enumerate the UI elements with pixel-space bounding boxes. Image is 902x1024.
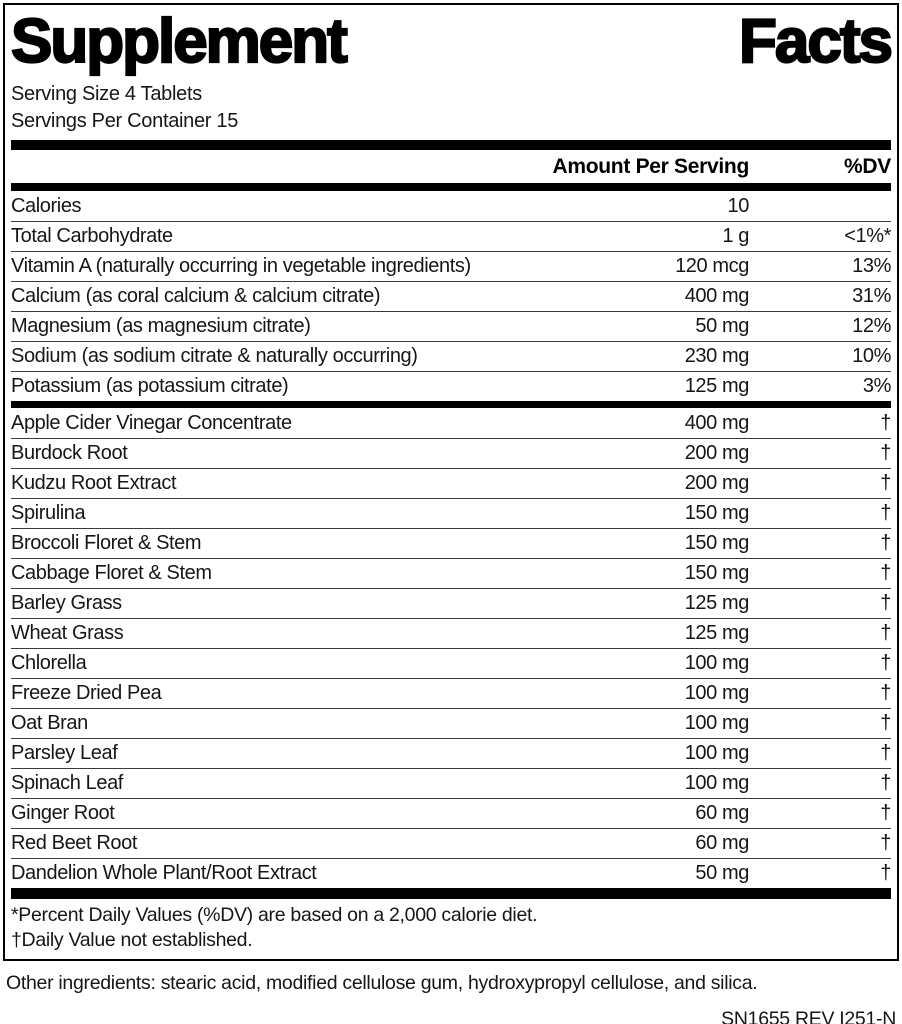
- divider-bottom: [11, 888, 891, 899]
- nutrient-name: Wheat Grass: [11, 622, 124, 644]
- nutrient-amount: 150 mg: [684, 502, 749, 524]
- nutrient-dv: †: [880, 862, 891, 884]
- table-row: [11, 408, 891, 438]
- serving-size: Serving Size 4 Tablets: [11, 83, 202, 105]
- supplement-facts-panel: [3, 3, 899, 961]
- nutrient-amount: 100 mg: [684, 712, 749, 734]
- table-row: [11, 738, 891, 768]
- nutrient-dv: 13%: [852, 255, 891, 277]
- nutrient-amount: 125 mg: [684, 375, 749, 397]
- table-row: [11, 311, 891, 341]
- nutrient-dv: †: [880, 682, 891, 704]
- table-row: [11, 371, 891, 401]
- nutrient-dv: †: [880, 502, 891, 524]
- title-word-facts: Facts: [739, 7, 891, 76]
- thick-divider-top: [11, 140, 891, 150]
- divider-under-header: [11, 183, 891, 191]
- nutrient-name: Oat Bran: [11, 712, 88, 734]
- nutrient-dv: †: [880, 411, 891, 434]
- nutrient-name: Potassium (as potassium citrate): [11, 375, 289, 397]
- nutrient-amount: 150 mg: [684, 532, 749, 554]
- nutrient-amount: 120 mcg: [675, 255, 749, 277]
- nutrient-name: Dandelion Whole Plant/Root Extract: [11, 862, 317, 884]
- table-row: [11, 438, 891, 468]
- nutrient-amount: 150 mg: [684, 562, 749, 584]
- table-row: [11, 618, 891, 648]
- nutrient-amount: 100 mg: [684, 772, 749, 794]
- nutrient-dv: †: [880, 772, 891, 794]
- nutrient-dv: †: [880, 472, 891, 494]
- nutrient-dv: †: [880, 832, 891, 854]
- nutrient-amount: 60 mg: [695, 832, 749, 854]
- nutrient-dv: †: [880, 802, 891, 824]
- nutrient-amount: 100 mg: [684, 652, 749, 674]
- nutrient-amount: 10: [727, 194, 749, 217]
- table-row: [11, 768, 891, 798]
- nutrient-amount: 60 mg: [695, 802, 749, 824]
- nutrient-name: Sodium (as sodium citrate & naturally occurring): [11, 345, 418, 367]
- nutrient-dv: †: [880, 712, 891, 734]
- table-row: [11, 588, 891, 618]
- nutrient-amount: 100 mg: [684, 742, 749, 764]
- table-row: [11, 281, 891, 311]
- dv-header: %DV: [844, 154, 891, 178]
- amount-per-serving-header: Amount Per Serving: [552, 154, 749, 178]
- nutrient-amount: 50 mg: [695, 315, 749, 337]
- nutrient-name: Broccoli Floret & Stem: [11, 532, 202, 554]
- nutrient-dv: 3%: [862, 375, 891, 397]
- nutrient-amount: 125 mg: [684, 592, 749, 614]
- nutrient-name: Red Beet Root: [11, 832, 137, 854]
- nutrient-name: Total Carbohydrate: [11, 225, 173, 247]
- nutrient-dv: †: [880, 442, 891, 464]
- title-word-supplement: Supplement: [11, 7, 346, 76]
- nutrient-name: Cabbage Floret & Stem: [11, 562, 212, 584]
- servings-per-container: Servings Per Container 15: [11, 110, 239, 132]
- nutrient-dv: †: [880, 562, 891, 584]
- divider-mid: [11, 401, 891, 408]
- table-row: [11, 798, 891, 828]
- below-panel: [0, 961, 902, 1024]
- nutrient-name: Vitamin A (naturally occurring in vegetable ingredients): [11, 255, 471, 277]
- panel-title: [11, 5, 891, 77]
- footnotes: [11, 899, 891, 959]
- nutrient-name: Burdock Root: [11, 442, 128, 464]
- table-row: [11, 858, 891, 888]
- table-row: [11, 678, 891, 708]
- table-row: [11, 708, 891, 738]
- nutrient-dv: 31%: [852, 285, 891, 307]
- nutrient-dv: †: [880, 532, 891, 554]
- footnote-line: *Percent Daily Values (%DV) are based on a 2,000 calorie diet.: [11, 904, 538, 926]
- table-row: [11, 828, 891, 858]
- nutrient-amount: 200 mg: [684, 442, 749, 464]
- column-header-row: [11, 150, 891, 183]
- nutrient-dv: 12%: [852, 315, 891, 337]
- product-code: SN1655 REV I251-N: [721, 1008, 896, 1024]
- nutrient-name: Calcium (as coral calcium & calcium citrate): [11, 285, 381, 307]
- nutrient-dv: 10%: [852, 345, 891, 367]
- nutrient-amount: 125 mg: [684, 622, 749, 644]
- table-row: [11, 498, 891, 528]
- nutrient-dv: <1%*: [844, 225, 891, 247]
- table-row: [11, 251, 891, 281]
- nutrient-amount: 400 mg: [684, 285, 749, 307]
- nutrient-name: Ginger Root: [11, 802, 115, 824]
- nutrient-name: Magnesium (as magnesium citrate): [11, 315, 311, 337]
- nutrient-amount: 50 mg: [695, 862, 749, 884]
- botanicals-table: [11, 408, 891, 888]
- table-row: [11, 648, 891, 678]
- table-row: [11, 191, 891, 221]
- nutrient-name: Spirulina: [11, 502, 86, 524]
- nutrient-dv: †: [880, 652, 891, 674]
- table-row: [11, 341, 891, 371]
- nutrient-name: Chlorella: [11, 652, 87, 674]
- nutrient-name: Apple Cider Vinegar Concentrate: [11, 411, 292, 434]
- nutrient-name: Spinach Leaf: [11, 772, 123, 794]
- nutrient-name: Parsley Leaf: [11, 742, 118, 764]
- nutrient-amount: 200 mg: [684, 472, 749, 494]
- table-row: [11, 528, 891, 558]
- nutrient-dv: †: [880, 742, 891, 764]
- nutrient-amount: 400 mg: [684, 411, 749, 434]
- nutrient-name: Calories: [11, 194, 82, 217]
- nutrient-dv: †: [880, 592, 891, 614]
- nutrient-name: Freeze Dried Pea: [11, 682, 162, 704]
- nutrients-table: [11, 191, 891, 401]
- table-row: [11, 468, 891, 498]
- nutrient-name: Barley Grass: [11, 592, 122, 614]
- table-row: [11, 558, 891, 588]
- table-row: [11, 221, 891, 251]
- nutrient-amount: 100 mg: [684, 682, 749, 704]
- nutrient-dv: †: [880, 622, 891, 644]
- footnote-line: †Daily Value not established.: [11, 929, 253, 951]
- nutrient-name: Kudzu Root Extract: [11, 472, 177, 494]
- nutrient-amount: 1 g: [722, 225, 749, 247]
- serving-info: [11, 77, 891, 135]
- nutrient-amount: 230 mg: [684, 345, 749, 367]
- other-ingredients: Other ingredients: stearic acid, modified cellulose gum, hydroxypropyl cellulose, and silica.: [6, 972, 758, 994]
